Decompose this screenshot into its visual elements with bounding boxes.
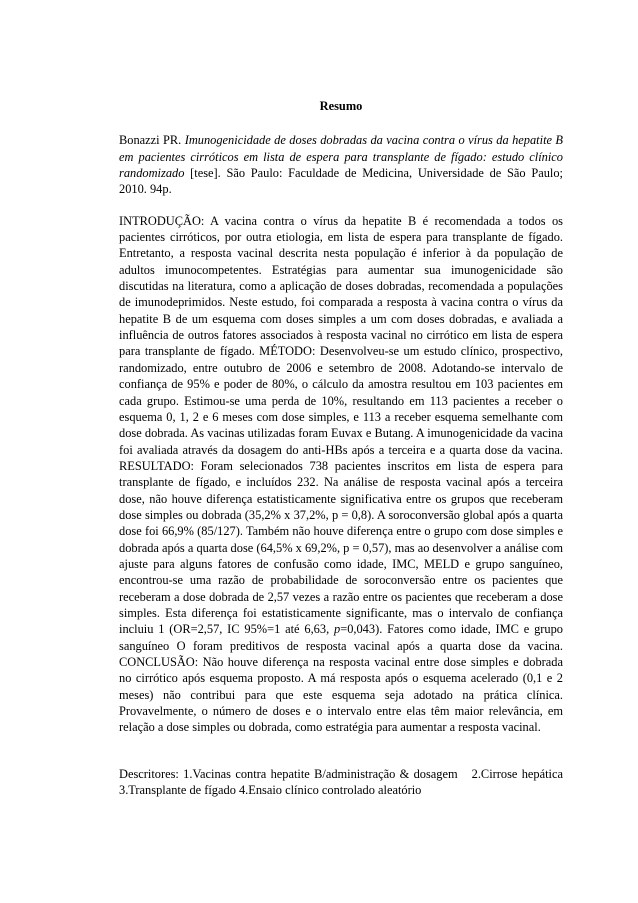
abstract-text-part2: =0,043). Fatores como idade, IMC e grupo sanguíneo O foram preditivos de resposta vacinal após a quarta dose da vacina. CONCLUSÃO: Não houve diferença na resposta vacinal entre dose simples e dobrada no cirrótico após esquema proposto. A má resposta após o esquema acelerado (0,1 e 2 meses) não contribui para que este esquema seja adotado na prática clínica. Provavelmente, o número de doses e o intervalo entre elas têm maior relevância, em relação a dose simples ou dobrada, como estratégia para aumentar a resposta vacinal.	[119, 622, 563, 735]
descriptor-4: 4.Ensaio clínico controlado aleatório	[235, 783, 422, 798]
abstract-p-symbol: p	[334, 622, 341, 637]
citation-title: Imunogenicidade de doses dobradas da vacina contra o vírus da hepatite B em pacientes cirróticos em lista de espera para transplante de fígado: estudo clínico randomizado	[119, 133, 564, 181]
abstract-heading: Resumo	[319, 99, 363, 113]
descriptors-label: Descritores: 1.Vacinas contra hepatite B/administração & dosagem	[119, 766, 458, 781]
abstract-body	[119, 213, 563, 736]
descriptor-2: 2.Cirrose hepática	[471, 766, 563, 781]
abstract-text-part1: INTRODUÇÃO: A vacina contra o vírus da hepatite B é recomendada a todos os pacientes cirróticos, por outra etiologia, em lista de espera para transplante de fígado. Entretanto, a resposta vacinal descrita nesta população é inferior à da população de adultos imunocompetentes. Estratégias para aumentar sua imunogenicidade são discutidas na literatura, como a aplicação de doses dobradas, recomendada a populações de imunodeprimidos. Neste estudo, foi comparada a resposta à vacina contra o vírus da hepatite B de um esquema com doses simples a um com doses dobradas, e avaliada a influência de outros fatores associados à resposta vacinal no cirrótico em lista de espera para transplante de fígado. MÉTODO: Desenvolveu-se um estudo clínico, prospectivo, randomizado, entre outubro de 2006 e setembro de 2008. Adotando-se intervalo de confiança de 95% e poder de 80%, o cálculo da amostra resultou em 103 pacientes em cada grupo. Estimou-se uma perda de 10%, resultando em 113 pacientes a receber o esquema 0, 1, 2 e 6 meses com dose simples, e 113 a receber esquema semelhante com dose dobrada. As vacinas utilizadas foram Euvax e Butang. A imunogenicidade da vacina foi avaliada através da dosagem do anti-HBs após a terceira e a quarta dose da vacina. RESULTADO: Foram selecionados 738 pacientes inscritos em lista de espera para transplante de fígado, e incluídos 232. Na análise de resposta vacinal após a terceira dose, não houve diferença estatisticamente significativa entre os grupos que receberam dose simples ou dobrada (35,2% x 37,2%, p = 0,8). A soroconversão global após a quarta dose foi 66,9% (85/127). Também não houve diferença entre o grupo com dose simples e dobrada após a quarta dose (64,5% x 69,2%, p = 0,57), mas ao desenvolver a análise com ajuste para alguns fatores de confusão como idade, IMC, MELD e grupo sanguíneo, encontrou-se uma razão de probabilidade de soroconversão entre os pacientes que receberam a dose dobrada de 2,57 vezes a razão entre os pacientes que receberam a dose simples. Esta diferença foi estatisticamente significante, mas o intervalo de confiança incluiu 1 (OR=2,57, IC 95%=1 até 6,63,	[119, 213, 563, 637]
document-page	[119, 98, 563, 798]
descriptor-3: 3.Transplante de fígado	[119, 783, 236, 798]
citation-publication: [tese]. São Paulo: Faculdade de Medicina, Universidade de São Paulo; 2010. 94p.	[119, 166, 563, 197]
citation	[119, 132, 563, 197]
descriptors	[119, 766, 563, 799]
citation-author: Bonazzi PR.	[119, 133, 185, 148]
